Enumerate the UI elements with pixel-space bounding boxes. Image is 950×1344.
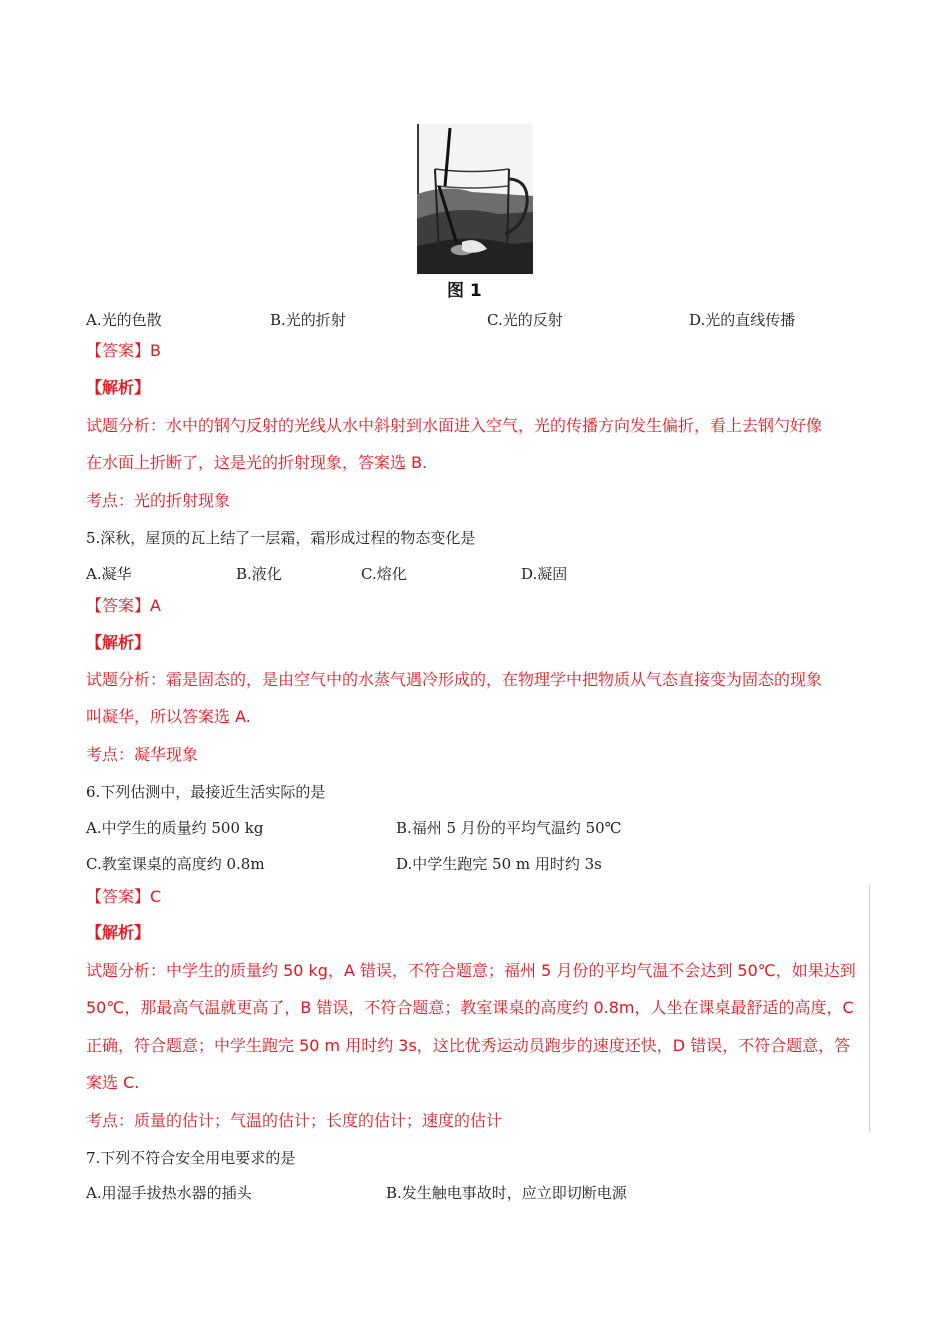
- q5-analysis-header: 【解析】: [86, 633, 151, 652]
- q5-option-a: A.凝华: [86, 565, 132, 583]
- q4-knowledge-point: 考点：光的折射现象: [86, 491, 231, 510]
- q4-analysis-header: 【解析】: [86, 378, 151, 397]
- q6-analysis-line: 50℃，那最高气温就更高了，B 错误，不符合题意；教室课桌的高度约 0.8m，人坐在课桌最舒适的高度，C: [86, 998, 854, 1017]
- q6-question: 6.下列估测中，最接近生活实际的是: [86, 783, 326, 801]
- q7-option-b: B.发生触电事故时，应立即切断电源: [386, 1184, 627, 1202]
- q7-question: 7.下列不符合安全用电要求的是: [86, 1149, 296, 1167]
- q5-analysis-line: 叫凝华，所以答案选 A.: [86, 707, 251, 726]
- q4-analysis-line: 试题分析：水中的钢勺反射的光线从水中斜射到水面进入空气，光的传播方向发生偏折，看上去钢勺好像: [86, 416, 823, 435]
- q6-option-d: D.中学生跑完 50 m 用时约 3s: [396, 855, 602, 873]
- q6-option-b: B.福州 5 月份的平均气温约 50℃: [396, 819, 622, 837]
- q6-analysis-line: 正确，符合题意；中学生跑完 50 m 用时约 3s，这比优秀运动员跑步的速度还快，D 错误，不符合题意，答: [86, 1036, 851, 1055]
- q7-option-a: A.用湿手拔热水器的插头: [86, 1184, 252, 1202]
- spoon-in-glass-photo: [417, 124, 533, 274]
- q6-knowledge-point: 考点：质量的估计；气温的估计；长度的估计；速度的估计: [86, 1111, 503, 1130]
- q4-analysis-line: 在水面上折断了，这是光的折射现象，答案选 B.: [86, 453, 428, 472]
- figure-caption: 图 1: [447, 281, 482, 301]
- q4-option-a: A.光的色散: [86, 311, 162, 329]
- q6-option-c: C.教室课桌的高度约 0.8m: [86, 855, 265, 873]
- divider-line: [869, 885, 870, 1132]
- q5-analysis-line: 试题分析：霜是固态的，是由空气中的水蒸气遇冷形成的，在物理学中把物质从气态直接变为固态的现象: [86, 670, 823, 689]
- q4-answer: 【答案】B: [86, 341, 161, 360]
- q6-analysis-line: 试题分析：中学生的质量约 50 kg，A 错误，不符合题意；福州 5 月份的平均气温不会达到 50℃，如果达到: [86, 961, 856, 980]
- q4-option-b: B.光的折射: [270, 311, 346, 329]
- q6-option-a: A.中学生的质量约 500 kg: [86, 819, 264, 837]
- q6-analysis-header: 【解析】: [86, 923, 151, 942]
- q5-option-c: C.熔化: [361, 565, 407, 583]
- q5-knowledge-point: 考点：凝华现象: [86, 745, 199, 764]
- q5-answer: 【答案】A: [86, 596, 161, 615]
- q5-option-d: D.凝固: [521, 565, 568, 583]
- q6-analysis-line: 案选 C.: [86, 1073, 140, 1092]
- q4-option-d: D.光的直线传播: [689, 311, 796, 329]
- q6-answer: 【答案】C: [86, 887, 162, 906]
- figure-1-spoon-in-glass: [417, 124, 533, 299]
- q5-question: 5.深秋，屋顶的瓦上结了一层霜，霜形成过程的物态变化是: [86, 529, 476, 547]
- q5-option-b: B.液化: [236, 565, 282, 583]
- q4-option-c: C.光的反射: [487, 311, 563, 329]
